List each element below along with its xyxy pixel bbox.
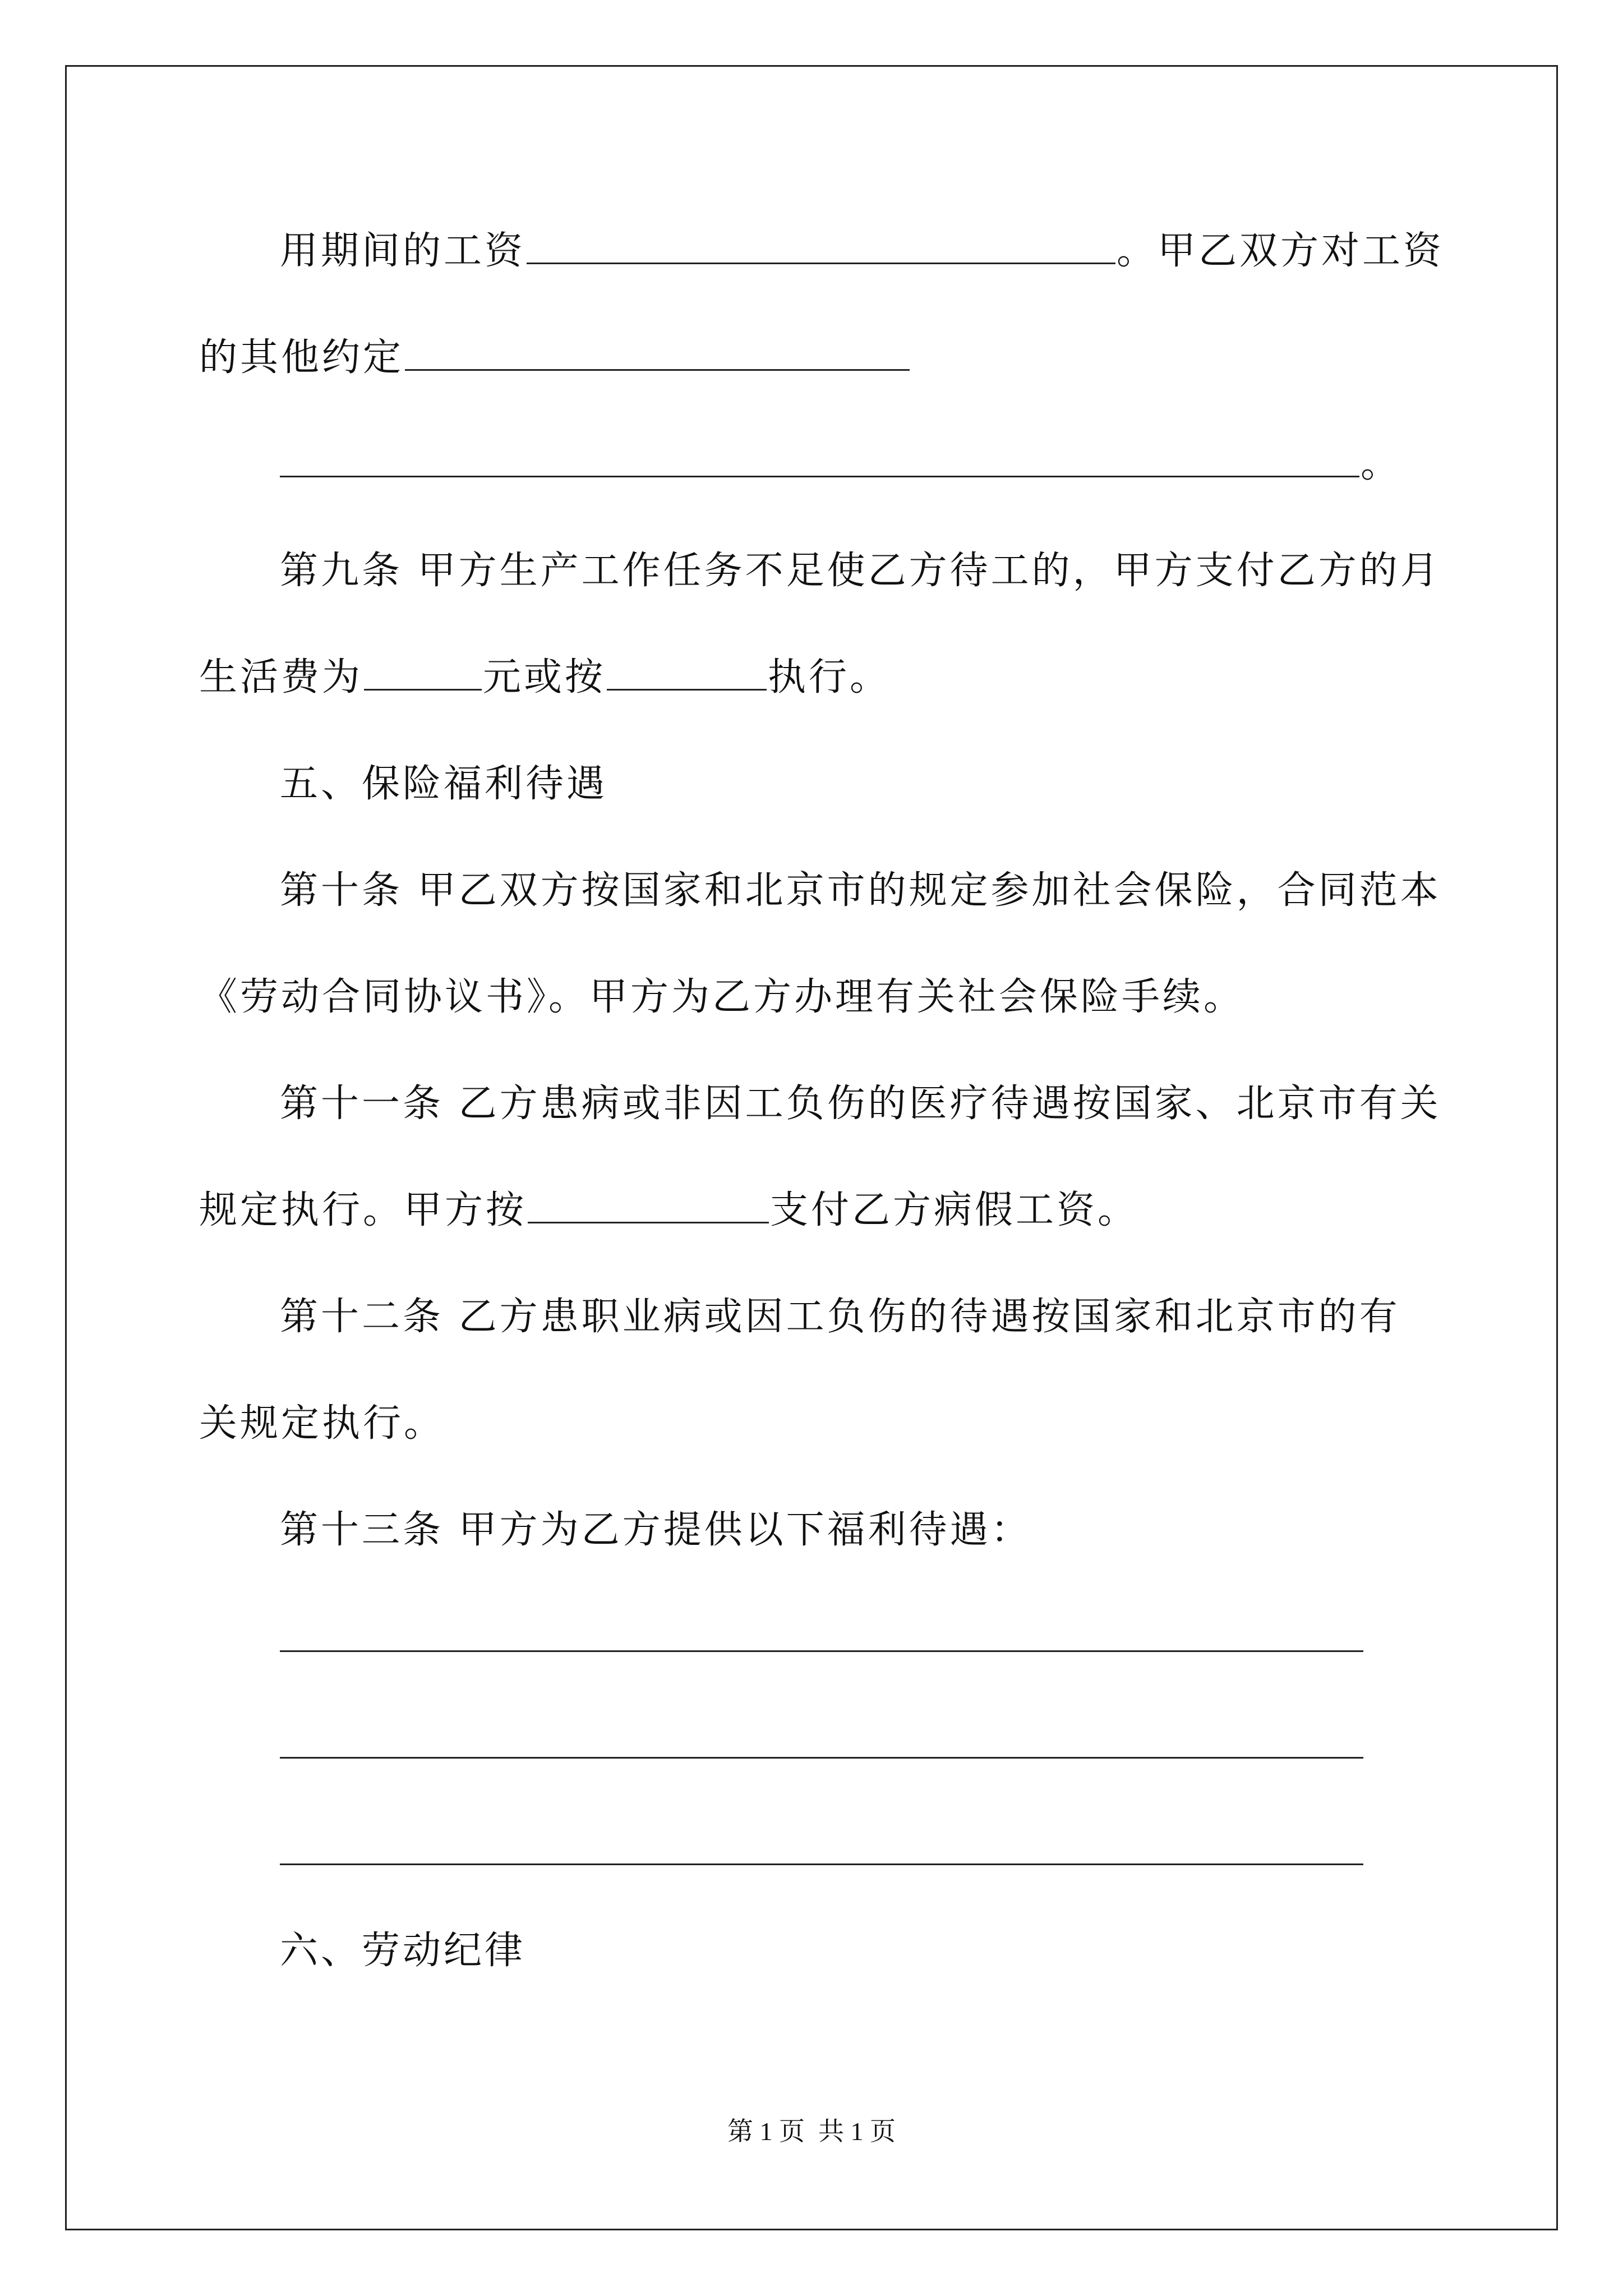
fill-rule (280, 1864, 1363, 1865)
article-13-line (280, 1497, 1032, 1564)
text-line-wage-probation (280, 218, 1444, 285)
fill-rule (280, 1650, 1363, 1652)
text-segment: 第九条 甲方生产工作任务不足使乙方待工的，甲方支付乙方的月 (280, 549, 1441, 593)
text-segment: 《劳动合同协议书》。甲方为乙方办理有关社会保险手续。 (199, 975, 1245, 1019)
text-segment: 第十三条 甲方为乙方提供以下福利待遇： (280, 1508, 1032, 1552)
page-number: 第 1 页 (727, 2117, 805, 2146)
text-segment: 第十条 甲乙双方按国家和北京市的规定参加社会保险，合同范本 (280, 868, 1441, 913)
fill-rule (280, 1757, 1363, 1759)
fill-blank (280, 431, 1359, 477)
text-line-other-agreement (199, 324, 911, 392)
article-12-line-2 (199, 1390, 445, 1457)
text-segment: 生活费为 (199, 655, 363, 700)
text-segment: 执行。 (768, 655, 891, 700)
text-segment: 关规定执行。 (199, 1401, 445, 1446)
article-12-line-1 (280, 1283, 1400, 1351)
text-segment: 规定执行。甲方按 (199, 1188, 527, 1232)
fill-blank (607, 644, 767, 691)
text-segment: 五、保险福利待遇 (280, 762, 608, 806)
article-10-line-1 (280, 857, 1441, 924)
article-11-line-2 (199, 1177, 1138, 1244)
article-11-line-1 (280, 1070, 1441, 1138)
text-segment: 六、劳动纪律 (280, 1929, 526, 1973)
text-segment: 元或按 (483, 655, 606, 700)
section-heading-insurance (280, 751, 607, 818)
text-segment: 用期间的工资 (280, 229, 526, 273)
page-total: 共 1 页 (818, 2117, 896, 2146)
text-segment: 的其他约定 (199, 335, 404, 380)
page-footer (0, 2115, 1623, 2148)
text-segment: 。 (1361, 442, 1402, 486)
article-9-line-1 (280, 537, 1441, 605)
text-segment: 支付乙方病假工资。 (770, 1188, 1139, 1232)
fill-blank (405, 324, 910, 371)
article-10-line-2 (199, 964, 1244, 1031)
fill-blank (528, 1177, 769, 1223)
text-segment: 。甲乙双方对工资 (1117, 229, 1445, 273)
text-segment: 第十二条 乙方患职业病或因工负伤的待遇按国家和北京市的有 (280, 1295, 1400, 1339)
text-line-blank-continuation (280, 431, 1401, 498)
section-heading-discipline (280, 1917, 525, 1985)
fill-blank (364, 644, 482, 691)
article-9-line-2 (199, 644, 891, 711)
fill-blank (527, 218, 1115, 264)
text-segment: 第十一条 乙方患病或非因工负伤的医疗待遇按国家、北京市有关 (280, 1082, 1441, 1126)
